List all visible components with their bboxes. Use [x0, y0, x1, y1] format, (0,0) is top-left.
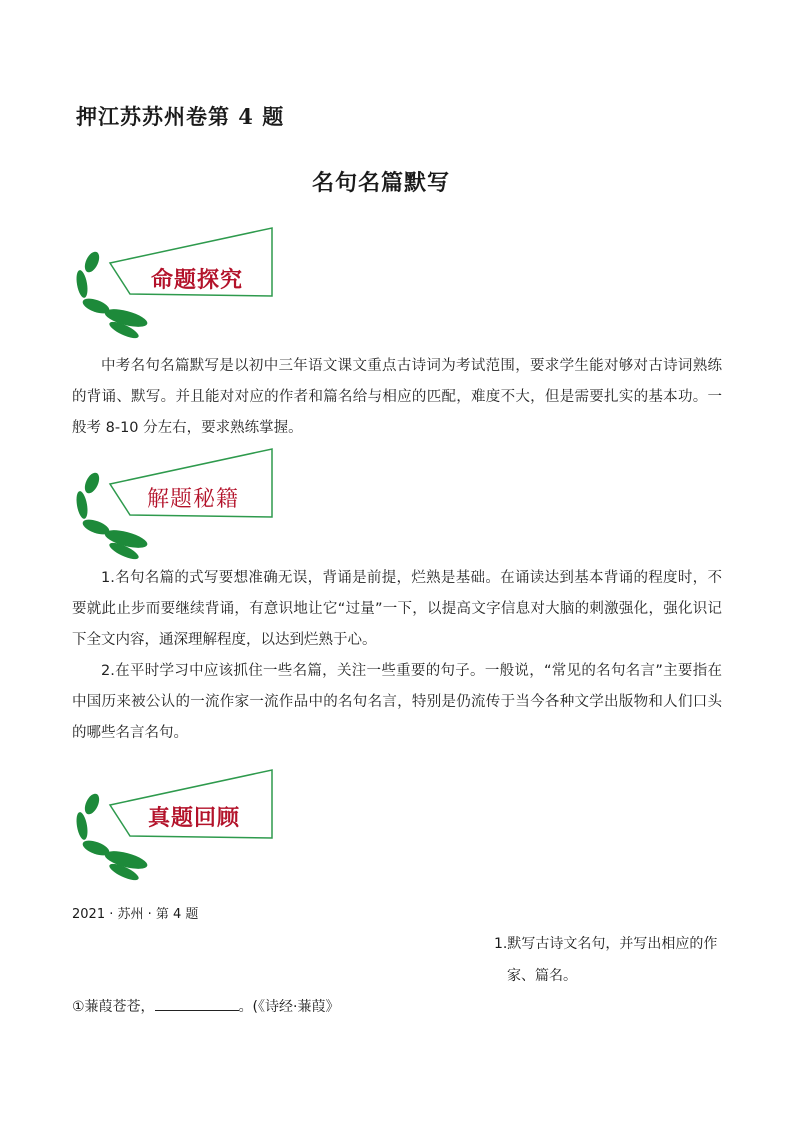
- question-item-prefix: ①蒹葭苍苍，: [72, 999, 155, 1015]
- question-prompt-line2: 家、篇名。: [507, 968, 577, 984]
- paragraph: 2.在平时学习中应该抓住一些名篇，关注一些重要的句子。一般说，“常见的名句名言”主要指在中国历来被公认的一流作家一流作品中的名句名言，特别是仍流传于当今各种文学出版物和人们口头的哪些名言名句。: [72, 663, 722, 741]
- section-badge-1: [66, 226, 281, 341]
- question-item-1: [72, 996, 339, 1016]
- page-title: 押江苏苏州卷第 4 题: [76, 104, 285, 129]
- section-heading: 命题探究: [151, 268, 244, 293]
- question-source: 2021 · 苏州 · 第 4 题: [72, 907, 199, 922]
- paragraph: 1.名句名篇的式写要想准确无误，背诵是前提，烂熟是基础。在诵读达到基本背诵的程度时，不要就此止步而要继续背诵，有意识地让它“过量”一下，以提高文字信息对大脑的刺激强化，强化识记下全文内容，通深理解程度，以达到烂熟于心。: [72, 570, 722, 648]
- answer-blank[interactable]: [155, 996, 239, 1011]
- section-badge-2: [66, 447, 281, 562]
- question-item-suffix: 。(《诗经·蒹葭》: [238, 999, 340, 1015]
- section-heading: 真题回顾: [148, 806, 241, 831]
- section-badge-3: [66, 768, 281, 883]
- question-prompt-line1: 1.默写古诗文名句，并写出相应的作: [494, 936, 718, 952]
- section-body-1: [72, 351, 722, 444]
- section-heading: 解题秘籍: [147, 487, 240, 512]
- section-body-2: [72, 563, 722, 749]
- page-subtitle: 名句名篇默写: [312, 170, 451, 196]
- paragraph: 中考名句名篇默写是以初中三年语文课文重点古诗词为考试范围，要求学生能对够对古诗词熟练的背诵、默写。并且能对对应的作者和篇名给与相应的匹配，难度不大，但是需要扎实的基本功。一般考 8-10 分左右，要求熟练掌握。: [72, 358, 722, 436]
